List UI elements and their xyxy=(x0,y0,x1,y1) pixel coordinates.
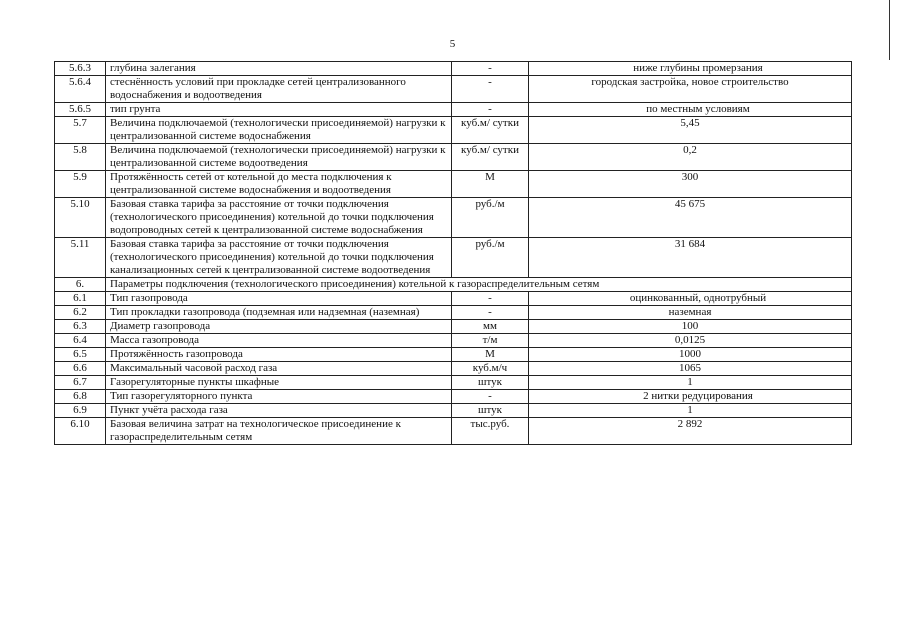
row-unit: руб./м xyxy=(452,198,529,238)
table-row xyxy=(55,418,852,445)
row-name: Диаметр газопровода xyxy=(106,320,452,334)
row-unit: куб.м/ сутки xyxy=(452,117,529,144)
row-number: 6.5 xyxy=(55,348,106,362)
row-value: 1 xyxy=(529,404,852,418)
row-value: ниже глубины промерзания xyxy=(529,62,852,76)
row-number: 6.7 xyxy=(55,376,106,390)
row-value: 1000 xyxy=(529,348,852,362)
row-name: глубина залегания xyxy=(106,62,452,76)
row-value: 1065 xyxy=(529,362,852,376)
row-name: Протяжённость сетей от котельной до места подключения к централизованной системе водоснабжения и водоотведения xyxy=(106,171,452,198)
table-row xyxy=(55,292,852,306)
row-name: Протяжённость газопровода xyxy=(106,348,452,362)
row-name: стеснённость условий при прокладке сетей централизованного водоснабжения и водоотведения xyxy=(106,76,452,103)
row-value: 300 xyxy=(529,171,852,198)
row-value: наземная xyxy=(529,306,852,320)
table-row xyxy=(55,320,852,334)
row-value: 2 892 xyxy=(529,418,852,445)
row-name: Газорегуляторные пункты шкафные xyxy=(106,376,452,390)
row-value: 45 675 xyxy=(529,198,852,238)
row-unit: - xyxy=(452,306,529,320)
table-row xyxy=(55,390,852,404)
row-number: 6.10 xyxy=(55,418,106,445)
section-header-row xyxy=(55,278,852,292)
row-value: 0,2 xyxy=(529,144,852,171)
table-row xyxy=(55,306,852,320)
table-row xyxy=(55,76,852,103)
row-name: Максимальный часовой расход газа xyxy=(106,362,452,376)
row-number: 6.1 xyxy=(55,292,106,306)
table-row xyxy=(55,404,852,418)
row-value: 0,0125 xyxy=(529,334,852,348)
row-name: Тип газопровода xyxy=(106,292,452,306)
row-name: Масса газопровода xyxy=(106,334,452,348)
row-unit: тыс.руб. xyxy=(452,418,529,445)
row-name: Величина подключаемой (технологически присоединяемой) нагрузки к централизованной системе водоотведения xyxy=(106,144,452,171)
row-number: 5.11 xyxy=(55,238,106,278)
row-number: 5.6.4 xyxy=(55,76,106,103)
parameters-table xyxy=(54,61,852,445)
row-value: 100 xyxy=(529,320,852,334)
row-number: 5.6.3 xyxy=(55,62,106,76)
row-unit: т/м xyxy=(452,334,529,348)
row-name: Базовая ставка тарифа за расстояние от точки подключения (технологического присоединения) котельной до точки подключения канализационных сетей к централизованной системе водоотведения xyxy=(106,238,452,278)
row-name: тип грунта xyxy=(106,103,452,117)
row-number: 5.9 xyxy=(55,171,106,198)
row-unit: - xyxy=(452,103,529,117)
table-row xyxy=(55,144,852,171)
row-number: 6.6 xyxy=(55,362,106,376)
table-row xyxy=(55,198,852,238)
table-row xyxy=(55,238,852,278)
row-name: Тип прокладки газопровода (подземная или надземная (наземная) xyxy=(106,306,452,320)
row-number: 5.10 xyxy=(55,198,106,238)
row-unit: - xyxy=(452,76,529,103)
row-unit: куб.м/ сутки xyxy=(452,144,529,171)
row-name: Тип газорегуляторного пункта xyxy=(106,390,452,404)
row-value: 31 684 xyxy=(529,238,852,278)
row-unit: - xyxy=(452,62,529,76)
row-value: городская застройка, новое строительство xyxy=(529,76,852,103)
row-value: оцинкованный, однотрубный xyxy=(529,292,852,306)
section-title: Параметры подключения (технологического присоединения) котельной к газораспределительным сетям xyxy=(106,278,852,292)
row-name: Базовая величина затрат на технологическое присоединение к газораспределительным сетям xyxy=(106,418,452,445)
row-value: 5,45 xyxy=(529,117,852,144)
row-unit: штук xyxy=(452,376,529,390)
row-number: 6.3 xyxy=(55,320,106,334)
row-number: 6.8 xyxy=(55,390,106,404)
row-unit: штук xyxy=(452,404,529,418)
row-value: 1 xyxy=(529,376,852,390)
section-number: 6. xyxy=(55,278,106,292)
row-number: 5.8 xyxy=(55,144,106,171)
row-name: Базовая ставка тарифа за расстояние от точки подключения (технологического присоединения) котельной до точки подключения водопроводных сетей к централизованной системе водоснабжения xyxy=(106,198,452,238)
row-value: 2 нитки редуцирования xyxy=(529,390,852,404)
row-unit: М xyxy=(452,348,529,362)
table-row xyxy=(55,62,852,76)
page-edge-line xyxy=(889,0,890,60)
row-number: 6.4 xyxy=(55,334,106,348)
row-value: по местным условиям xyxy=(529,103,852,117)
row-unit: руб./м xyxy=(452,238,529,278)
row-number: 5.7 xyxy=(55,117,106,144)
row-number: 6.9 xyxy=(55,404,106,418)
page-number: 5 xyxy=(449,38,456,50)
row-number: 6.2 xyxy=(55,306,106,320)
table-row xyxy=(55,348,852,362)
table-row xyxy=(55,362,852,376)
row-unit: - xyxy=(452,292,529,306)
table-row xyxy=(55,171,852,198)
row-number: 5.6.5 xyxy=(55,103,106,117)
row-name: Величина подключаемой (технологически присоединяемой) нагрузки к централизованной системе водоснабжения xyxy=(106,117,452,144)
table-row xyxy=(55,117,852,144)
row-unit: - xyxy=(452,390,529,404)
row-unit: М xyxy=(452,171,529,198)
table-row xyxy=(55,103,852,117)
row-name: Пункт учёта расхода газа xyxy=(106,404,452,418)
table-row xyxy=(55,376,852,390)
table-row xyxy=(55,334,852,348)
row-unit: мм xyxy=(452,320,529,334)
row-unit: куб.м/ч xyxy=(452,362,529,376)
